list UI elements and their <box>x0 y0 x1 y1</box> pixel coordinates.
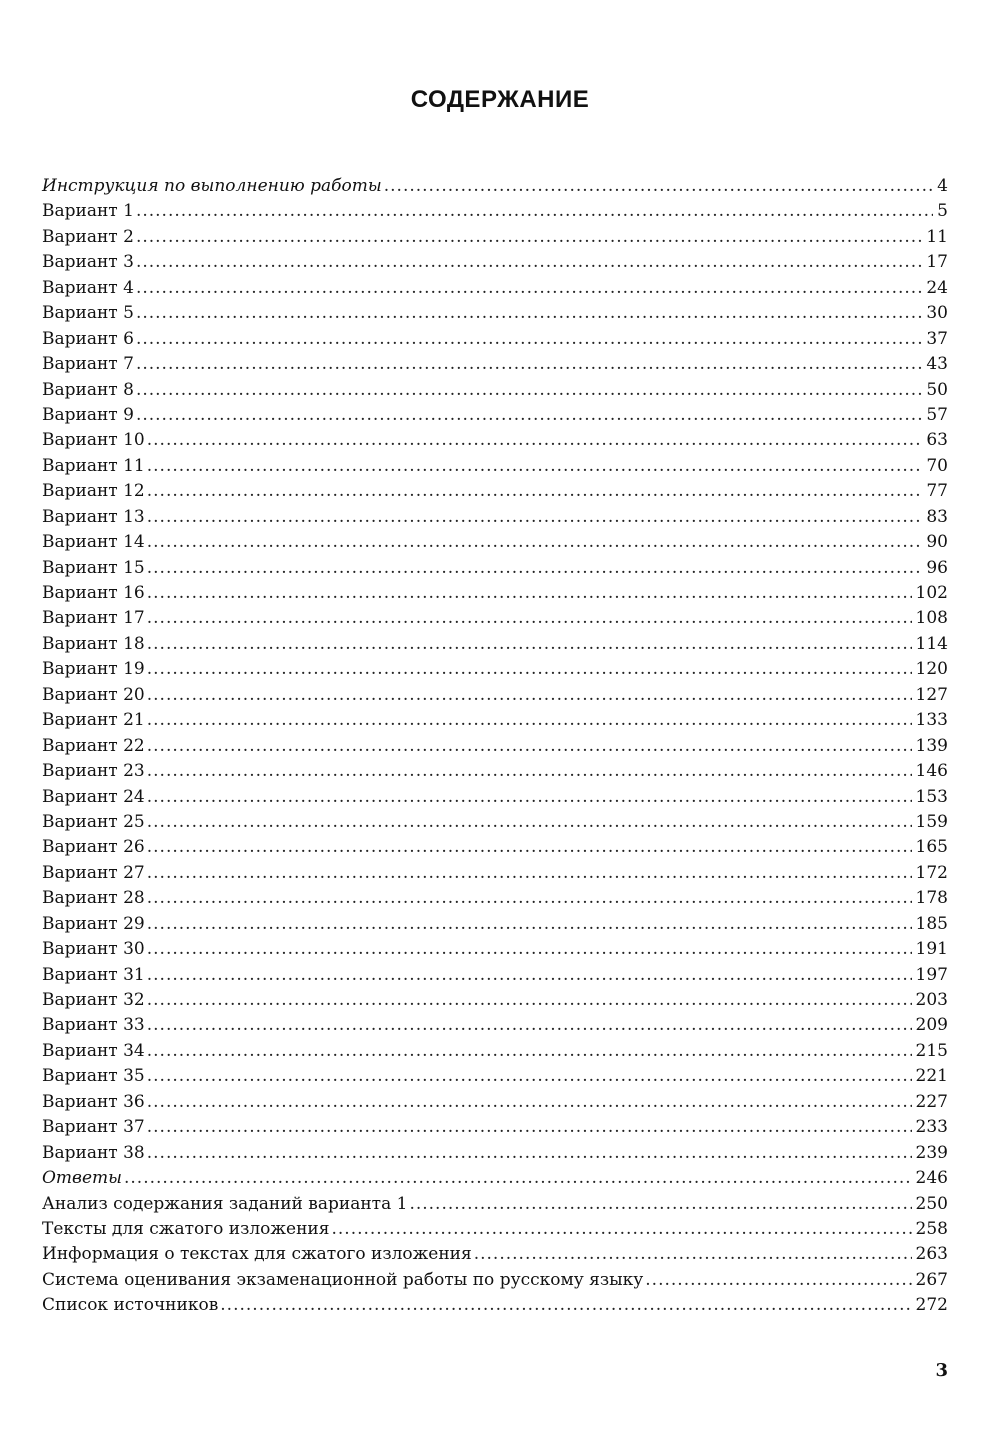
dot-leader <box>147 683 912 708</box>
toc-entry[interactable] <box>42 1141 948 1166</box>
dot-leader <box>147 988 912 1013</box>
dot-leader <box>147 428 923 453</box>
toc-entry-page: 77 <box>926 481 948 502</box>
toc-entry-label: Вариант 13 <box>42 506 145 527</box>
toc-entry[interactable] <box>42 810 948 835</box>
toc-entry-label: Вариант 16 <box>42 583 145 603</box>
toc-entry-page: 215 <box>915 1040 948 1061</box>
toc-entry-page: 246 <box>915 1168 948 1189</box>
dot-leader <box>147 810 912 835</box>
toc-entry-page: 209 <box>915 1015 948 1036</box>
toc-entry[interactable] <box>42 1192 948 1217</box>
toc-entry-label: Вариант 35 <box>42 1066 145 1087</box>
dot-leader <box>147 835 912 860</box>
toc-entry-page: 250 <box>915 1193 948 1214</box>
toc-entry-page: 153 <box>915 786 948 807</box>
toc-entry-label: Вариант 37 <box>42 1117 145 1138</box>
toc-entry-page: 159 <box>915 811 948 832</box>
toc-entry-page: 5 <box>937 201 948 222</box>
toc-entry[interactable] <box>42 988 948 1013</box>
toc-entry[interactable] <box>42 683 948 708</box>
dot-leader <box>331 1217 911 1242</box>
toc-entry-label: Тексты для сжатого изложения <box>42 1218 330 1239</box>
dot-leader <box>474 1242 912 1267</box>
toc-entry[interactable] <box>42 886 948 911</box>
dot-leader <box>147 1090 912 1115</box>
toc-entry-label: Вариант 28 <box>42 888 145 909</box>
toc-entry[interactable] <box>42 556 948 581</box>
toc-entry-page: 267 <box>915 1269 948 1290</box>
page-number: 3 <box>935 1360 948 1381</box>
toc-entry[interactable] <box>42 1217 948 1242</box>
dot-leader <box>147 556 923 581</box>
page-title: СОДЕРЖАНИЕ <box>410 86 590 113</box>
toc-entry-page: 272 <box>915 1295 948 1316</box>
toc-entry-label: Вариант 32 <box>42 990 145 1010</box>
toc-entry-page: 185 <box>915 913 948 934</box>
toc-entry-page: 43 <box>926 354 948 375</box>
dot-leader <box>136 378 922 403</box>
dot-leader <box>147 1141 912 1166</box>
toc-entry-page: 120 <box>915 659 948 680</box>
toc-entry[interactable] <box>42 428 948 453</box>
dot-leader <box>384 174 933 199</box>
toc-entry-label: Вариант 30 <box>42 939 145 960</box>
toc-entry-page: 70 <box>926 455 948 476</box>
dot-leader <box>147 785 912 810</box>
toc-entry-page: 191 <box>915 939 948 960</box>
toc-entry[interactable] <box>42 1293 948 1318</box>
dot-leader <box>147 1064 912 1089</box>
toc-entry-label: Вариант 7 <box>42 354 134 375</box>
toc-entry-page: 258 <box>915 1218 948 1239</box>
toc-entry-label: Вариант 17 <box>42 608 145 629</box>
dot-leader <box>147 861 912 886</box>
toc-entry[interactable] <box>42 734 948 759</box>
toc-entry-label: Вариант 12 <box>42 481 145 502</box>
toc-entry-label: Вариант 11 <box>42 455 145 476</box>
toc-entry[interactable] <box>42 861 948 886</box>
toc-entry-page: 108 <box>915 608 948 629</box>
dot-leader <box>147 505 923 530</box>
toc-entry[interactable] <box>42 454 948 479</box>
toc-entry[interactable] <box>42 378 948 403</box>
toc-entry[interactable] <box>42 937 948 962</box>
dot-leader <box>147 1115 912 1140</box>
table-of-contents <box>42 174 948 1319</box>
dot-leader <box>220 1293 911 1318</box>
dot-leader <box>147 1039 912 1064</box>
toc-entry-page: 17 <box>926 252 948 273</box>
toc-entry[interactable] <box>42 530 948 555</box>
toc-entry-label: Вариант 21 <box>42 710 145 731</box>
dot-leader <box>136 276 922 301</box>
dot-leader <box>147 606 912 631</box>
toc-entry[interactable] <box>42 199 948 224</box>
toc-entry[interactable] <box>42 479 948 504</box>
toc-entry-label: Вариант 25 <box>42 811 145 832</box>
dot-leader <box>136 250 922 275</box>
toc-entry-label: Вариант 9 <box>42 404 134 425</box>
toc-entry-label: Информация о текстах для сжатого изложения <box>42 1244 472 1265</box>
toc-entry[interactable] <box>42 1268 948 1293</box>
toc-entry-page: 133 <box>915 710 948 731</box>
toc-entry-label: Вариант 36 <box>42 1091 145 1112</box>
dot-leader <box>136 403 922 428</box>
dot-leader <box>645 1268 911 1293</box>
toc-entry-label: Вариант 22 <box>42 735 145 756</box>
dot-leader <box>147 886 912 911</box>
toc-entry[interactable] <box>42 1090 948 1115</box>
toc-entry-label: Вариант 10 <box>42 430 145 451</box>
toc-entry-label: Вариант 38 <box>42 1142 145 1163</box>
toc-entry-label: Вариант 34 <box>42 1040 145 1061</box>
dot-leader <box>147 632 912 657</box>
toc-entry-page: 178 <box>915 888 948 909</box>
dot-leader <box>136 199 933 224</box>
toc-entry[interactable] <box>42 1242 948 1267</box>
toc-entry-page: 4 <box>937 176 948 196</box>
toc-entry-label: Вариант 6 <box>42 328 134 349</box>
dot-leader <box>147 479 923 504</box>
toc-entry-label: Ответы <box>42 1168 122 1189</box>
toc-entry-page: 90 <box>926 532 948 553</box>
toc-entry-page: 96 <box>926 557 948 578</box>
toc-entry-label: Вариант 33 <box>42 1015 145 1036</box>
toc-entry-label: Инструкция по выполнению работы <box>42 176 382 196</box>
toc-entry[interactable] <box>42 174 948 199</box>
toc-entry[interactable] <box>42 1064 948 1089</box>
toc-entry[interactable] <box>42 963 948 988</box>
toc-entry-label: Вариант 19 <box>42 659 145 680</box>
toc-entry-page: 37 <box>926 328 948 349</box>
toc-entry-label: Вариант 15 <box>42 557 145 578</box>
toc-entry-label: Вариант 18 <box>42 633 145 654</box>
toc-entry[interactable] <box>42 759 948 784</box>
toc-entry[interactable] <box>42 276 948 301</box>
toc-entry-label: Вариант 2 <box>42 226 134 247</box>
toc-entry-label: Вариант 1 <box>42 201 134 222</box>
toc-entry-page: 197 <box>915 964 948 985</box>
toc-entry[interactable] <box>42 225 948 250</box>
toc-entry-page: 203 <box>915 990 948 1010</box>
toc-entry-label: Вариант 20 <box>42 684 145 705</box>
toc-entry-page: 127 <box>915 684 948 705</box>
toc-entry-page: 172 <box>915 862 948 883</box>
toc-entry-label: Система оценивания экзаменационной работы по русскому языку <box>42 1269 644 1290</box>
dot-leader <box>147 759 912 784</box>
toc-entry[interactable] <box>42 912 948 937</box>
toc-entry-label: Вариант 29 <box>42 913 145 934</box>
toc-entry[interactable] <box>42 403 948 428</box>
dot-leader <box>136 327 922 352</box>
toc-entry-label: Вариант 31 <box>42 964 145 985</box>
toc-entry[interactable] <box>42 1013 948 1038</box>
toc-entry[interactable] <box>42 1039 948 1064</box>
toc-entry-page: 11 <box>926 226 948 247</box>
toc-entry-page: 83 <box>926 506 948 527</box>
toc-entry-page: 221 <box>915 1066 948 1087</box>
dot-leader <box>147 937 912 962</box>
toc-entry-page: 146 <box>915 761 948 782</box>
toc-entry[interactable] <box>42 301 948 326</box>
toc-entry-label: Вариант 26 <box>42 837 145 858</box>
dot-leader <box>147 734 912 759</box>
toc-entry-page: 165 <box>915 837 948 858</box>
toc-entry-label: Вариант 24 <box>42 786 145 807</box>
toc-entry-label: Вариант 27 <box>42 862 145 883</box>
toc-entry-page: 139 <box>915 735 948 756</box>
toc-entry-page: 227 <box>915 1091 948 1112</box>
dot-leader <box>409 1192 911 1217</box>
toc-entry[interactable] <box>42 1166 948 1191</box>
toc-entry-label: Вариант 5 <box>42 303 134 324</box>
toc-entry-label: Вариант 8 <box>42 379 134 400</box>
toc-entry-page: 57 <box>926 404 948 425</box>
toc-entry-label: Список источников <box>42 1295 219 1316</box>
toc-entry-page: 233 <box>915 1117 948 1138</box>
toc-entry[interactable] <box>42 250 948 275</box>
toc-entry[interactable] <box>42 785 948 810</box>
dot-leader <box>147 530 923 555</box>
dot-leader <box>124 1166 912 1191</box>
dot-leader <box>136 301 922 326</box>
toc-entry[interactable] <box>42 505 948 530</box>
toc-entry[interactable] <box>42 352 948 377</box>
toc-entry[interactable] <box>42 606 948 631</box>
toc-entry-label: Вариант 14 <box>42 532 145 553</box>
toc-entry[interactable] <box>42 327 948 352</box>
toc-entry-page: 263 <box>915 1244 948 1265</box>
toc-entry-page: 24 <box>926 277 948 298</box>
toc-entry-page: 30 <box>926 303 948 324</box>
toc-entry[interactable] <box>42 835 948 860</box>
toc-entry-page: 114 <box>915 633 948 654</box>
dot-leader <box>136 225 922 250</box>
toc-entry-page: 50 <box>926 379 948 400</box>
dot-leader <box>147 963 912 988</box>
toc-entry-label: Анализ содержания заданий варианта 1 <box>42 1193 408 1214</box>
dot-leader <box>147 1013 912 1038</box>
toc-entry-page: 63 <box>926 430 948 451</box>
toc-entry[interactable] <box>42 1115 948 1140</box>
dot-leader <box>136 352 922 377</box>
toc-entry[interactable] <box>42 581 948 606</box>
dot-leader <box>147 657 912 682</box>
toc-entry-label: Вариант 23 <box>42 761 145 782</box>
toc-entry-page: 102 <box>915 583 948 603</box>
toc-entry[interactable] <box>42 657 948 682</box>
toc-entry[interactable] <box>42 632 948 657</box>
toc-entry-label: Вариант 3 <box>42 252 134 273</box>
dot-leader <box>147 581 912 606</box>
toc-entry[interactable] <box>42 708 948 733</box>
dot-leader <box>147 708 912 733</box>
dot-leader <box>147 912 912 937</box>
toc-entry-label: Вариант 4 <box>42 277 134 298</box>
toc-entry-page: 239 <box>915 1142 948 1163</box>
dot-leader <box>147 454 923 479</box>
